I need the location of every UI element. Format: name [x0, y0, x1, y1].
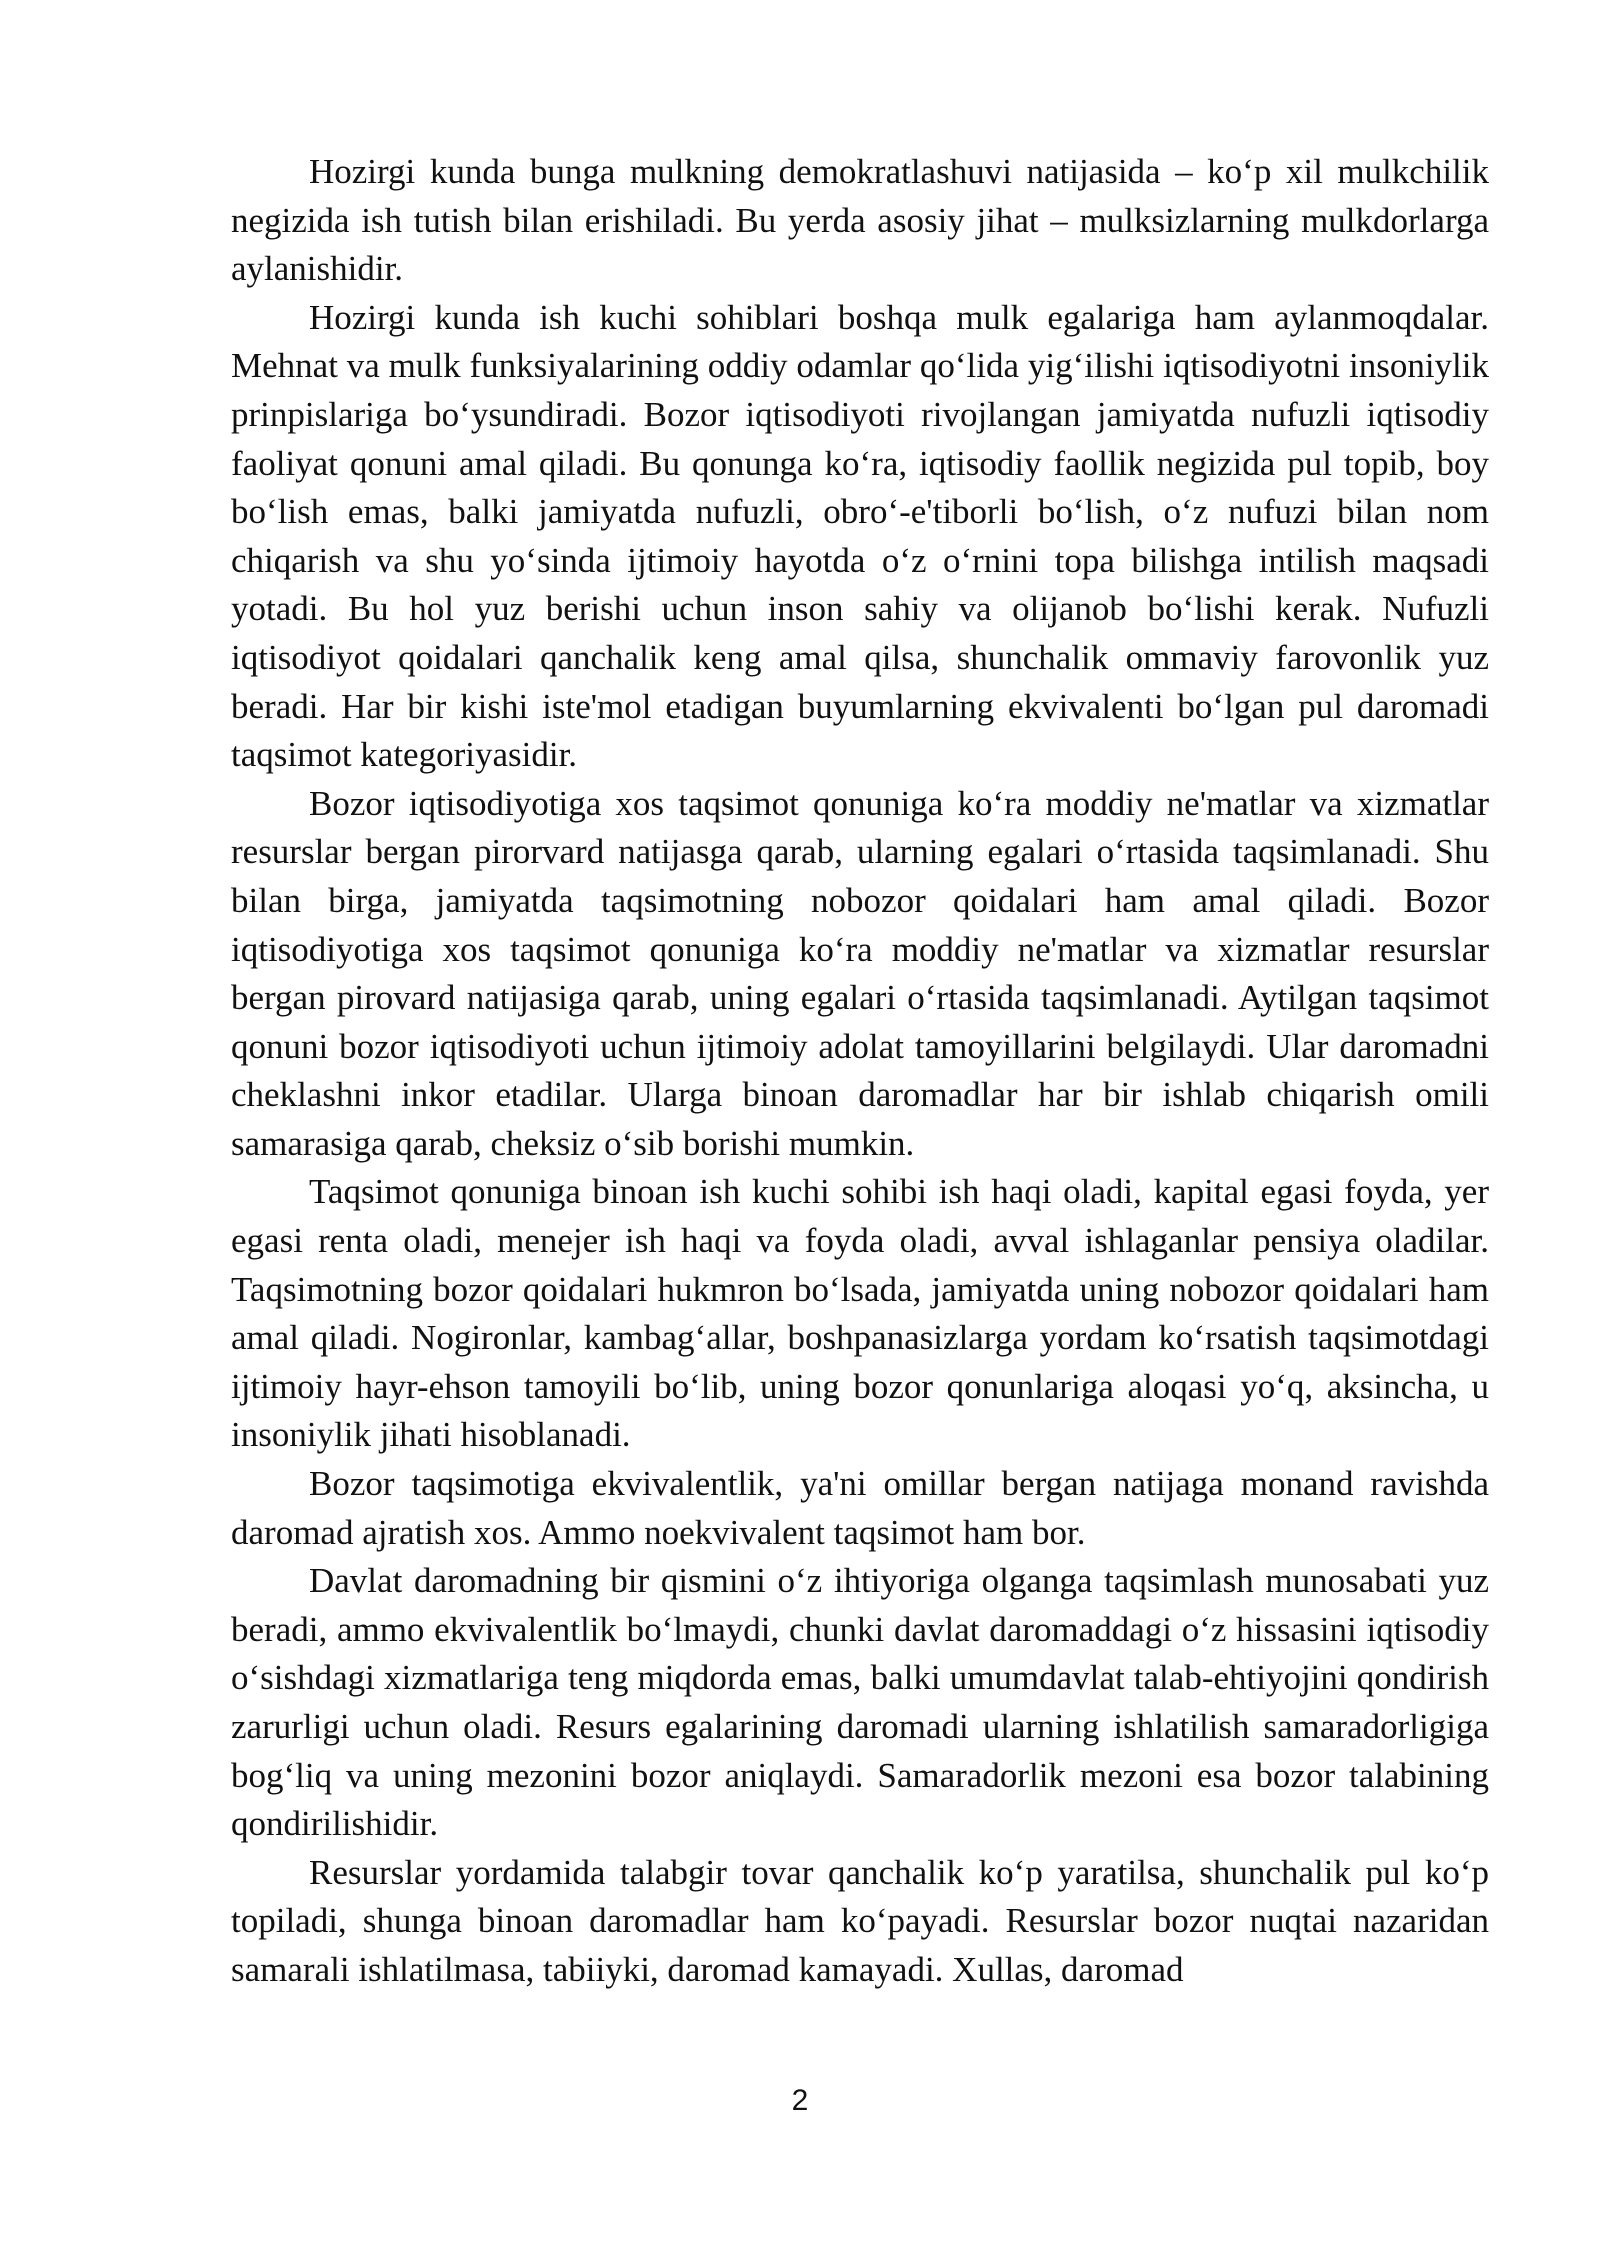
page-number: 2	[791, 2084, 809, 2117]
paragraph: Bozor iqtisodiyotiga xos taqsimot qonuniga koʻra moddiy ne'matlar va xizmatlar resurslar bergan pirorvard natijasga qarab, ularning egalari oʻrtasida taqsimlanadi. Shu bilan birga, jamiyatda taqsimotning nobozor qoidalari ham amal qiladi. Bozor iqtisodiyotiga xos taqsimot qonuniga koʻra moddiy ne'matlar va xizmatlar resurslar bergan pirovard natijasiga qarab, uning egalari oʻrtasida taqsimlanadi. Aytilgan taqsimot qonuni bozor iqtisodiyoti uchun ijtimoiy adolat tamoyillarini belgilaydi. Ular daromadni cheklashni inkor etadilar. Ularga binoan daromadlar har bir ishlab chiqarish omili samarasiga qarab, cheksiz oʻsib borishi mumkin.	[231, 783, 1489, 1163]
paragraph: Hozirgi kunda bunga mulkning demokratlashuvi natijasida – koʻp xil mulkchilik negizida ish tutish bilan erishiladi. Bu yerda asosiy jihat – mulksizlarning mulkdorlarga aylanishidir.	[231, 152, 1489, 289]
paragraph: Davlat daromadning bir qismini oʻz ihtiyoriga olganga taqsimlash munosabati yuz beradi, ammo ekvivalentlik boʻlmaydi, chunki davlat daromaddagi oʻz hissasini iqtisodiy oʻsishdagi xizmatlariga teng miqdorda emas, balki umumdavlat talab-ehtiyojini qondirish zarurligi uchun oladi. Resurs egalarining daromadi ularning ishlatilish samaradorligiga bogʻliq va uning mezonini bozor aniqlaydi. Samaradorlik mezoni esa bozor talabining qondirilishidir.	[231, 1561, 1489, 1844]
paragraph: Resurslar yordamida talabgir tovar qanchalik koʻp yaratilsa, shunchalik pul koʻp topiladi, shunga binoan daromadlar ham koʻpayadi. Resurslar bozor nuqtai nazaridan samarali ishlatilmasa, tabiiyki, daromad kamayadi. Xullas, daromad	[231, 1852, 1489, 1989]
paragraph: Hozirgi kunda ish kuchi sohiblari boshqa mulk egalariga ham aylanmoqdalar. Mehnat va mulk funksiyalarining oddiy odamlar qoʻlida yigʻilishi iqtisodiyotni insoniylik prinpislariga boʻysundiradi. Bozor iqtisodiyoti rivojlangan jamiyatda nufuzli iqtisodiy faoliyat qonuni amal qiladi. Bu qonunga koʻra, iqtisodiy faollik negizida pul topib, boy boʻlish emas, balki jamiyatda nufuzli, obroʻ-e'tiborli boʻlish, oʻz nufuzi bilan nom chiqarish va shu yoʻsinda ijtimoiy hayotda oʻz oʻrnini topa bilishga intilish maqsadi yotadi. Bu hol yuz berishi uchun inson sahiy va olijanob boʻlishi kerak. Nufuzli iqtisodiyot qoidalari qanchalik keng amal qilsa, shunchalik ommaviy farovonlik yuz beradi. Har bir kishi iste'mol etadigan buyumlarning ekvivalenti boʻlgan pul daromadi taqsimot kategoriyasidir.	[231, 297, 1489, 775]
paragraph: Bozor taqsimotiga ekvivalentlik, ya'ni omillar bergan natijaga monand ravishda daromad ajratish xos. Ammo noekvivalent taqsimot ham bor.	[231, 1464, 1489, 1552]
document-body	[231, 148, 1489, 1995]
paragraph: Taqsimot qonuniga binoan ish kuchi sohibi ish haqi oladi, kapital egasi foyda, yer egasi renta oladi, menejer ish haqi va foyda oladi, avval ishlaganlar pensiya oladilar. Taqsimotning bozor qoidalari hukmron boʻlsada, jamiyatda uning nobozor qoidalari ham amal qiladi. Nogironlar, kambagʻallar, boshpanasizlarga yordam koʻrsatish taqsimotdagi ijtimoiy hayr-ehson tamoyili boʻlib, uning bozor qonunlariga aloqasi yoʻq, aksincha, u insoniylik jihati hisoblanadi.	[231, 1172, 1489, 1455]
